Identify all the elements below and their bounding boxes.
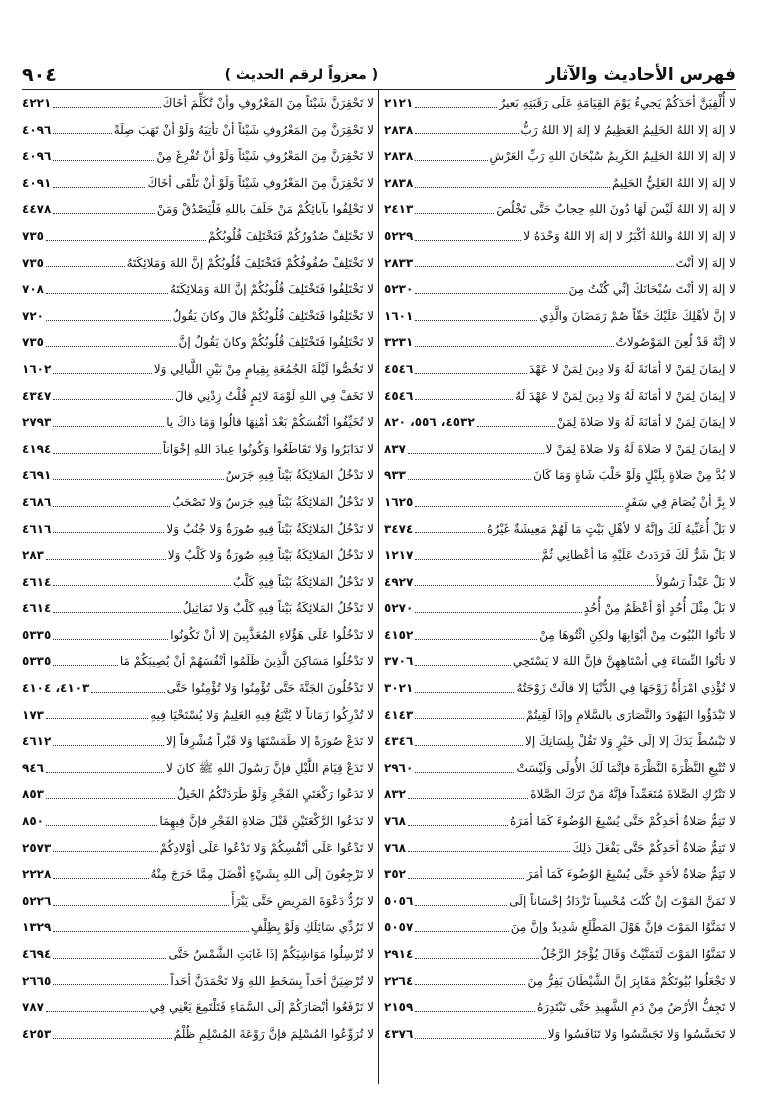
index-entry — [22, 941, 374, 968]
index-entry — [22, 861, 374, 888]
index-entry — [384, 436, 736, 463]
index-entry — [22, 250, 374, 277]
hadith-text: لا تَتِمُّ صَلاةُ أحَدِكُمْ حَتَّى يُسْبِغَ الوُضُوءَ كَمَا أمَرَهُ — [510, 814, 736, 829]
right-column — [384, 90, 736, 1047]
index-entry — [384, 781, 736, 808]
page-title: فهرس الأحاديث والآثار — [545, 65, 736, 85]
leader-dots — [415, 958, 538, 959]
hadith-number: ٤١٠٣، ٤١٠٤ — [22, 681, 90, 696]
leader-dots — [53, 1038, 171, 1039]
index-entry — [22, 648, 374, 675]
leader-dots — [415, 772, 514, 773]
hadith-number: ٤٣٧٦ — [384, 1026, 414, 1041]
leader-dots — [408, 798, 528, 799]
leader-dots — [408, 453, 544, 454]
hadith-text: لا تَمَنَّوُا المَوْتَ فإنَّ هَوْلَ المَطْلَعِ شَدِيدٌ وإنَّ مِنَ — [510, 920, 736, 935]
hadith-text: لا إنَّ لأهْلِكَ عَلَيْكَ حَقّاً صُمْ رَمَضَانَ والَّذِي — [539, 308, 736, 323]
hadith-number: ٧٢٠ — [22, 308, 44, 323]
index-entry — [22, 835, 374, 862]
hadith-number: ٤٦١٦ — [22, 521, 52, 536]
index-entry — [384, 196, 736, 223]
index-entry — [22, 808, 374, 835]
hadith-number: ٧٦٨ — [384, 840, 406, 855]
leader-dots — [53, 931, 249, 932]
hadith-number: ٢٤١٣ — [384, 202, 414, 217]
hadith-number: ٢٨٣٨ — [384, 122, 414, 137]
index-entry — [384, 648, 736, 675]
leader-dots — [408, 878, 525, 879]
index-entry — [22, 489, 374, 516]
hadith-number: ٤٦٨٦ — [22, 494, 52, 509]
hadith-text: لا تَتِمُّ صَلاةٌ لأحَدٍ حَتَّى يُسْبِغَ الوُضُوءَ كَمَا أمَرَ — [526, 867, 736, 882]
index-entry — [384, 994, 736, 1021]
hadith-number: ٩٤٦ — [22, 760, 44, 775]
hadith-text: لا تَدَعُوا الرَّكْعَتَيْنِ قَبْلَ صَلاةِ الفَجْرِ فإنَّ فِيهِمَا — [159, 814, 374, 829]
hadith-text: لا تَرُدُّ دَعْوَةَ المَرِيضِ حَتَّى يَبْرَأَ — [231, 893, 374, 908]
hadith-text: لا أُلْفِيَنَّ أحَدَكُمْ يَجيءُ يَوْمَ القِيَامَةِ عَلَى رَقَبَتِهِ بَعيرٌ — [499, 96, 736, 110]
index-entry — [384, 170, 736, 197]
index-entry — [384, 516, 736, 543]
page-number: ٩٠٤ — [22, 64, 57, 86]
hadith-text: لا بِرَّ أنْ يُصَامَ فِي سَفَرٍ — [624, 494, 736, 509]
hadith-number: ١٣٢٩ — [22, 920, 52, 935]
hadith-text: لا بَلْ أُعَبِّيهُ لَكَ وإنَّهُ لا لأهْلِ بَيْتٍ مَا لَهُمْ مَعِيشَةٌ غَيْرُهُ — [487, 521, 736, 536]
hadith-text: لا تَمَنَّ المَوْتَ إنْ كُنْتَ مُحْسِناً تَزْدَادُ إحْسَاناً إلَى — [509, 893, 736, 908]
index-entry — [22, 356, 374, 383]
hadith-number: ٧٨٧ — [22, 1000, 44, 1015]
leader-dots — [415, 692, 514, 693]
hadith-text: لا تَرْجِعُونَ إلَى اللهِ بِشَيْءٍ أفْضَلَ مِمَّا خَرَجَ مِنْهُ — [150, 867, 374, 882]
leader-dots — [415, 905, 507, 906]
hadith-text: لا تَتِمُّ صَلاةُ أحَدِكُمْ حَتَّى يَفْعَلَ ذلِكَ — [572, 840, 736, 855]
hadith-number: ٤٠٩٦ — [22, 122, 52, 137]
hadith-number: ٢٩٦٠ — [384, 760, 414, 775]
hadith-number: ٥٠٥٦ — [384, 893, 414, 908]
leader-dots — [415, 240, 521, 241]
leader-dots — [53, 612, 180, 613]
hadith-number: ٧٠٨ — [22, 282, 44, 297]
hadith-number: ٤٤٧٨ — [22, 202, 52, 217]
index-entry — [22, 276, 374, 303]
hadith-number: ٨٥٣ — [22, 787, 44, 802]
leader-dots — [53, 905, 229, 906]
hadith-number: ٤٢٥٣ — [22, 1026, 52, 1041]
index-entry — [384, 595, 736, 622]
hadith-number: ٣٧٠٦ — [384, 654, 414, 669]
leader-dots — [415, 133, 518, 134]
index-entry — [22, 542, 374, 569]
leader-dots — [415, 320, 537, 321]
hadith-text: لا إلهَ إلا اللهُ الحَلِيمُ العَظِيمُ لا إلهَ إلا اللهُ رَبُّ — [520, 122, 736, 137]
hadith-text: لا تَدْخُلُوا عَلَى هَؤُلاءِ المُعَذَّبِينَ إلا أنْ تَكُونُوا — [170, 627, 374, 642]
hadith-number: ٢٥٧٣ — [22, 840, 52, 855]
index-entry — [384, 835, 736, 862]
leader-dots — [415, 984, 525, 985]
hadith-number: ٢٩١٤ — [384, 947, 414, 961]
hadith-number: ٤٥٣٢، ٥٥٦، ٨٢٠ — [384, 415, 475, 430]
hadith-number: ٧٦٨ — [384, 814, 406, 829]
hadith-number: ٢٨٣٨ — [384, 149, 414, 164]
leader-dots — [415, 639, 537, 640]
index-entry — [384, 409, 736, 436]
leader-dots — [477, 426, 555, 427]
hadith-text: لا تَخَفْ فِي اللهِ لَوْمَةَ لائِمٍ قُلْتُ زِدْنِي قالَ — [175, 388, 374, 403]
index-entry — [384, 941, 736, 968]
leader-dots — [415, 1011, 535, 1012]
hadith-number: ٢١٢١ — [384, 96, 414, 110]
hadith-number: ٤٠٩٦ — [22, 149, 52, 164]
index-entry — [384, 356, 736, 383]
hadith-number: ٧٣٥ — [22, 255, 44, 270]
hadith-text: لا تَحْقِرَنَّ مِنَ المَعْرُوفِ شَيْئاً وَلَوْ أنْ تُفْرِغَ مِنْ — [156, 149, 374, 164]
hadith-text: لا تُرَوِّعُوا المُسْلِمَ فإنَّ رَوْعَةَ المُسْلِمِ ظُلْمٌ — [173, 1026, 374, 1041]
hadith-number: ٤١٩٤ — [22, 441, 52, 456]
leader-dots — [46, 718, 148, 719]
hadith-text: لا إيمَانَ لِمَنْ لا أمَانَةَ لَهُ وَلا دِينَ لِمَنْ لا عَهْدَ لَهُ — [515, 388, 736, 403]
index-entry — [22, 888, 374, 915]
hadith-number: ١٧٣ — [22, 707, 44, 722]
leader-dots — [53, 426, 164, 427]
leader-dots — [415, 559, 539, 560]
index-entry — [384, 303, 736, 330]
leader-dots — [408, 825, 508, 826]
hadith-text: لا تَدَعْ قِيَامَ اللَّيْلِ فإنَّ رَسُولَ اللهِ ﷺ كانَ لا — [166, 760, 374, 775]
hadith-number: ٧٣٥ — [22, 228, 44, 243]
column-divider — [378, 90, 379, 1084]
index-entry — [22, 329, 374, 356]
leader-dots — [53, 851, 158, 852]
hadith-text: لا تَدْخُلُ المَلائِكَةُ بَيْتاً فِيهِ صُورَةٌ وَلا كَلْبٌ وَلا — [167, 548, 374, 563]
index-entry — [384, 143, 736, 170]
leader-dots — [415, 187, 610, 188]
left-column — [22, 90, 374, 1047]
leader-dots — [415, 213, 494, 214]
hadith-number: ٥٠٥٧ — [384, 920, 414, 935]
leader-dots — [53, 373, 151, 374]
hadith-text: لا إلهَ إلا اللهُ لَيْسَ لَهَا دُونَ اللهِ حِجابٌ حَتَّى تَخْلُصَ — [496, 202, 736, 217]
hadith-number: ٢٨٣٣ — [384, 255, 414, 270]
leader-dots — [415, 745, 523, 746]
leader-dots — [415, 373, 527, 374]
leader-dots — [46, 825, 157, 826]
leader-dots — [53, 160, 154, 161]
index-entry — [384, 914, 736, 941]
leader-dots — [46, 1011, 148, 1012]
leader-dots — [53, 133, 111, 134]
leader-dots — [415, 266, 673, 267]
leader-dots — [53, 958, 166, 959]
index-entry — [22, 409, 374, 436]
hadith-number: ٤٦١٢ — [22, 734, 52, 749]
hadith-number: ١٢١٧ — [384, 548, 414, 563]
hadith-text: لا تَحْقِرَنَّ شَيْئاً مِنَ المَعْرُوفِ وأنْ تُكَلِّمَ أخَاكَ — [162, 96, 374, 110]
hadith-text: لا إيمَانَ لِمَنْ لا أمَانَةَ لَهُ وَلا دِينَ لِمَنْ لا عَهْدَ — [529, 361, 736, 376]
index-entry — [22, 436, 374, 463]
hadith-text: لا إلهَ إلا أنْتَ — [675, 255, 736, 270]
leader-dots — [46, 266, 125, 267]
leader-dots — [53, 399, 173, 400]
hadith-text: لا تَدْخُلُوا مَسَاكِنَ الَّذِينَ ظَلَمُوا أنْفُسَهُمْ أنْ يُصِيبَكُمْ مَا — [119, 654, 374, 669]
hadith-number: ٤٩٢٧ — [384, 574, 414, 589]
hadith-number: ٣٤٧٤ — [384, 521, 414, 536]
index-entry — [22, 702, 374, 729]
hadith-number: ٥٢٢٩ — [384, 228, 414, 243]
hadith-text: لا تأتُوا البُيُوتَ مِنْ أبْوَابِهَا ولكِنِ ائْتُوهَا مِنْ — [539, 627, 736, 642]
leader-dots — [53, 479, 223, 480]
index-entry — [384, 861, 736, 888]
hadith-text: لا تَخْتَلِفْ صُدُورُكُمْ فَتَخْتَلِفَ قُلُوبُكُمْ — [208, 228, 374, 243]
leader-dots — [415, 665, 511, 666]
hadith-number: ٢١٥٩ — [384, 1000, 414, 1015]
hadith-number: ٤٦٩١ — [22, 468, 52, 483]
hadith-number: ٣٥٢ — [384, 867, 406, 882]
leader-dots — [53, 878, 148, 879]
leader-dots — [415, 107, 497, 108]
hadith-text: لا تَدَعُوا رَكْعَتَيِ الفَجْرِ وَلَوْ طَرَدَتْكُمُ الخَيلُ — [177, 787, 374, 802]
hadith-text: لا تَحَسَّسُوا وَلا تَجَسَّسُوا وَلا تَنَافَسُوا وَلا — [547, 1026, 736, 1041]
hadith-text: لا تَخْتَلِفُوا فَتَخْتَلِفَ قُلُوبُكُمْ إنَّ اللهَ وَمَلائِكَتَهُ — [170, 282, 374, 297]
hadith-text: لا تَدَعْ صُورَةً إلا طَمَسْتَهَا وَلا قَبْراً مُشْرِفاً إلا — [165, 734, 374, 749]
leader-dots — [415, 931, 508, 932]
index-entry — [22, 755, 374, 782]
leader-dots — [415, 1038, 545, 1039]
leader-dots — [53, 984, 168, 985]
hadith-text: لا إيمَانَ لِمَنْ لا أمَانَةَ لَهُ وَلا صَلاةَ لِمَنْ — [556, 415, 736, 430]
hadith-text: لا تُؤْذِي امْرَأَةٌ زَوْجَهَا فِي الدُّنْيَا إلا قالَتْ زَوْجَتُهُ — [516, 681, 736, 696]
hadith-text: لا تَخْتَلِفُوا فَتَخْتَلِفَ قُلُوبُكُمْ وكانَ يَقُولُ إنَّ — [178, 335, 374, 350]
hadith-text: لا تَدْخُلُونَ الجَنَّةَ حَتَّى تُؤْمِنُوا وَلا تُؤْمِنُوا حَتَّى — [166, 681, 374, 696]
hadith-text: لا تَجْعَلُوا بُيُوتَكُمْ مَقَابِرَ إنَّ الشَّيْطَانَ يَفِرُّ مِنَ — [527, 973, 736, 988]
hadith-text: لا بَلْ عَبْداً رَسُولاً — [655, 574, 736, 589]
leader-dots — [408, 479, 531, 480]
hadith-number: ٩٣٣ — [384, 468, 406, 483]
leader-dots — [46, 798, 175, 799]
leader-dots — [53, 532, 164, 533]
hadith-text: لا تَدْخُلُ المَلائِكَةُ بَيْتاً فِيهِ جَرَسٌ وَلا تَصْحَبُ — [172, 494, 374, 509]
leader-dots — [53, 187, 145, 188]
index-entry — [22, 1021, 374, 1048]
index-entry — [384, 250, 736, 277]
hadith-text: لا تَجِفُّ الأرْضُ مِنْ دَمِ الشَّهِيدِ حَتَّى تَبْتَدِرَهُ — [536, 1000, 736, 1015]
leader-dots — [415, 399, 513, 400]
index-entry — [384, 702, 736, 729]
hadith-number: ٥٢٢٦ — [22, 893, 52, 908]
leader-dots — [415, 532, 485, 533]
index-entry — [384, 489, 736, 516]
leader-dots — [53, 639, 168, 640]
hadith-text: لا تَدْخُلُ المَلائِكَةُ بَيْتاً فِيهِ جَرَسٌ — [225, 468, 374, 483]
hadith-text: لا تَحْقِرَنَّ مِنَ المَعْرُوفِ شَيْئاً أنْ تأتِيَهُ وَلَوْ أنْ تَهَبَ صِلَةً — [113, 122, 374, 137]
leader-dots — [46, 320, 171, 321]
hadith-number: ٤٥٤٦ — [384, 361, 414, 376]
index-entry — [22, 914, 374, 941]
hadith-number: ٢٢٢٨ — [22, 867, 52, 882]
leader-dots — [46, 293, 168, 294]
hadith-text: لا إلهَ إلا أنْتَ سُبْحَانَكَ إنِّي كُنْتُ مِنَ — [568, 282, 736, 297]
hadith-number: ٤٢٢١ — [22, 96, 52, 110]
leader-dots — [53, 213, 154, 214]
hadith-text: لا تَخُصُّوا لَيْلَةَ الجُمُعَةِ بِقِيامٍ مِنْ بَيْنِ اللَّيالِي وَلا — [153, 361, 374, 376]
leader-dots — [415, 585, 654, 586]
hadith-number: ٨٣٧ — [384, 441, 406, 456]
index-entry — [22, 117, 374, 144]
index-entry — [22, 170, 374, 197]
hadith-text: لا تَبْدَؤُوا اليَهُودَ والنَّصَارَى بالسَّلامِ وإذَا لَقِيتُمْ — [526, 707, 736, 722]
hadith-text: لا تَبْسُطْ يَدَكَ إلا إلَى خَيْرٍ وَلا تَقُلْ بِلِسَانِكَ إلا — [524, 734, 736, 749]
hadith-text: لا تَتْرُكِ الصَّلاةَ مُتَعَمِّداً فإنَّهُ مَنْ تَرَكَ الصَّلاةَ — [530, 787, 736, 802]
index-entry — [384, 276, 736, 303]
hadith-text: لا تُدْرِكُوا زَمَاناً لا يُتَّبَعُ فِيهِ العَلِيمُ وَلا يُسْتَحْيَا فِيهِ — [150, 707, 374, 722]
index-entry — [384, 622, 736, 649]
hadith-number: ٨٥٠ — [22, 814, 44, 829]
index-entry — [22, 143, 374, 170]
index-entry — [384, 808, 736, 835]
index-entry — [384, 755, 736, 782]
index-entry — [384, 968, 736, 995]
leader-dots — [53, 745, 164, 746]
index-entry — [384, 90, 736, 117]
hadith-text: لا تَدْخُلُ المَلائِكَةُ بَيْتاً فِيهِ صُورَةٌ وَلا جُنُبٌ وَلا — [166, 521, 374, 536]
index-entry — [384, 675, 736, 702]
leader-dots — [53, 585, 231, 586]
hadith-text: لا تَدْعُوا عَلَى أنْفُسِكُمْ وَلا تَدْعُوا عَلَى أوْلادِكُمْ — [159, 840, 374, 855]
index-entry — [22, 994, 374, 1021]
index-entry — [384, 1021, 736, 1048]
hadith-text: لا بَلْ شَرٌّ لَكَ فَرَدَدتُ عَلَيْهِ مَا أعْطانِي ثُمَّ — [541, 548, 736, 563]
hadith-text: لا تَدَابَرُوا وَلا تَقَاطَعُوا وَكُونُوا عِبادَ اللهِ إخْوَاناً — [162, 441, 374, 456]
hadith-text: لا تُرْسِلُوا مَوَاشِيَكُمْ إذَا غَابَتِ الشَّمْسُ حَتَّى — [168, 947, 374, 961]
leader-dots — [53, 506, 170, 507]
index-entry — [384, 542, 736, 569]
hadith-text: لا إلهَ إلا اللهُ الحَلِيمُ الكَرِيمُ سُبْحَانَ اللهِ رَبِّ العَرْشِ — [489, 149, 736, 164]
index-entry — [22, 968, 374, 995]
index-entry — [22, 595, 374, 622]
hadith-number: ٢٨٣٨ — [384, 175, 414, 190]
index-entry — [22, 569, 374, 596]
leader-dots — [46, 772, 164, 773]
index-entry — [22, 781, 374, 808]
leader-dots — [415, 346, 613, 347]
leader-dots — [91, 692, 164, 693]
hadith-text: لا إلهَ إلا اللهُ واللهُ أكْبَرُ لا إلهَ إلا اللهُ وَحْدَهُ لا — [523, 228, 736, 243]
hadith-number: ٢٦٦٥ — [22, 973, 52, 988]
hadith-number: ٧٣٥ — [22, 335, 44, 350]
index-entry — [22, 223, 374, 250]
hadith-number: ١٦٠٢ — [22, 361, 52, 376]
index-entry — [22, 516, 374, 543]
hadith-text: لا تَخْتَلِفْ صُفُوفُكُمْ فَتَخْتَلِفَ قُلُوبُكُمْ إنَّ اللهَ وَمَلائِكَتَهُ — [126, 255, 374, 270]
page-subtitle: ( معزواً لرقم الحديث ) — [224, 67, 379, 83]
hadith-number: ٤٣٤٧ — [22, 388, 52, 403]
hadith-text: لا تَرُدِّي سَائِلَكِ وَلَوْ بِظِلْفٍ — [250, 920, 374, 935]
hadith-text: لا تَحْلِفُوا بآبائِكُمْ مَنْ حَلَفَ باللهِ فَلْيَصْدُقْ وَمَنْ — [156, 202, 374, 217]
hadith-text: لا بُدَّ مِنْ صَلاةٍ بِلَيْلٍ وَلَوْ حَلْبَ شَاةٍ وَمَا كَانَ — [533, 468, 736, 483]
hadith-number: ١٦٢٥ — [384, 494, 414, 509]
index-entry — [384, 117, 736, 144]
hadith-text: لا إلهَ إلا اللهُ العَلِيُّ الحَلِيمُ — [612, 175, 736, 190]
hadith-text: لا بَلْ مِثْلَ أُحُدٍ أوْ أعْظَمُ مِنْ أُحُدٍ — [583, 601, 736, 616]
leader-dots — [46, 559, 166, 560]
hadith-number: ٥٢٣٠ — [384, 282, 414, 297]
hadith-text: لا تُتْبِعِ النَّظْرَةَ النَّظْرَةَ فإنَّمَا لَكَ الأُولَى وَلَيْسَتْ — [516, 760, 736, 775]
hadith-text: لا تَدْخُلُ المَلائِكَةُ بَيْتاً فِيهِ كَلْبٌ وَلا تَمَاثِيلُ — [182, 601, 374, 616]
hadith-number: ٥٢٧٠ — [384, 601, 414, 616]
leader-dots — [53, 107, 160, 108]
hadith-text: لا تَرْفَعُوا أبْصَارَكُمْ إلَى السَّمَاءِ فَتَلْتَمِعَ يَعْنِي فِي — [149, 1000, 374, 1015]
hadith-text: لا تُخَيِّفُوا أنْفُسَكُمْ بَعْدَ أمْنِهَا قالُوا وَمَا ذاكَ يا — [166, 415, 374, 430]
hadith-number: ١٦٠١ — [384, 308, 414, 323]
leader-dots — [46, 346, 177, 347]
hadith-text: لا تَحْقِرَنَّ مِنَ المَعْرُوفِ شَيْئاً وَلَوْ أنْ تَلْقَى أخَاكَ — [147, 175, 374, 190]
leader-dots — [46, 240, 206, 241]
leader-dots — [53, 453, 160, 454]
leader-dots — [415, 612, 581, 613]
leader-dots — [415, 160, 487, 161]
hadith-text: لا تَمَنَّوُا المَوْتَ لَتَمَنَّيْتُ وَقَالَ يُؤْجَرُ الرَّجُلُ — [540, 947, 736, 961]
hadith-number: ٤٠٩١ — [22, 175, 52, 190]
index-entry — [22, 90, 374, 117]
hadith-number: ٤٦١٤ — [22, 574, 52, 589]
hadith-number: ٢٢٦٤ — [384, 973, 414, 988]
leader-dots — [53, 665, 118, 666]
index-entry — [22, 675, 374, 702]
hadith-number: ٤١٥٢ — [384, 627, 414, 642]
hadith-number: ٢٧٩٣ — [22, 415, 52, 430]
hadith-number: ٢٨٣ — [22, 548, 44, 563]
leader-dots — [408, 851, 571, 852]
index-entry — [384, 569, 736, 596]
leader-dots — [415, 506, 622, 507]
hadith-text: لا تأتُوا النِّسَاءَ فِي أسْتَاهِهِنَّ فإنَّ اللهَ لا يَسْتَحِي — [512, 654, 736, 669]
index-entry — [384, 462, 736, 489]
index-entry — [384, 888, 736, 915]
hadith-number: ٤١٤٣ — [384, 707, 414, 722]
index-entry — [384, 223, 736, 250]
index-entry — [384, 329, 736, 356]
hadith-number: ٤٦١٤ — [22, 601, 52, 616]
leader-dots — [415, 293, 566, 294]
hadith-number: ٤٣٤٦ — [384, 734, 414, 749]
hadith-number: ٥٣٣٥ — [22, 627, 52, 642]
hadith-number: ٥٣٣٥ — [22, 654, 52, 669]
index-entry — [22, 462, 374, 489]
page-header — [22, 60, 736, 90]
hadith-text: لا تَدْخُلُ المَلائِكَةُ بَيْتاً فِيهِ كَلْبٌ — [232, 574, 374, 589]
index-entry — [22, 303, 374, 330]
index-entry — [384, 383, 736, 410]
leader-dots — [415, 718, 524, 719]
hadith-number: ٣٢٣١ — [384, 335, 414, 350]
index-entry — [384, 728, 736, 755]
hadith-text: لا إنَّهُ قَدْ لُعِنَ المَوْصُولاتُ — [615, 335, 736, 350]
index-entry — [22, 196, 374, 223]
hadith-text: لا تَخْتَلِفُوا فَتَخْتَلِفَ قُلُوبُكُمْ قالَ وكانَ يَقُولُ — [172, 308, 374, 323]
hadith-number: ٣٠٢١ — [384, 681, 414, 696]
hadith-number: ٤٥٤٦ — [384, 388, 414, 403]
index-entry — [22, 728, 374, 755]
hadith-text: لا إيمَانَ لِمَنْ لا صَلاةَ لَهُ وَلا صَلاةَ لِمَنْ لا — [545, 441, 736, 456]
hadith-number: ٨٣٢ — [384, 787, 406, 802]
index-entry — [22, 622, 374, 649]
index-entry — [22, 383, 374, 410]
hadith-number: ٤٦٩٤ — [22, 947, 52, 961]
hadith-text: لا تُرْضِيَنَّ أحَداً بِسَخَطِ اللهِ وَلا تَحْمَدَنَّ أحَداً — [170, 973, 374, 988]
